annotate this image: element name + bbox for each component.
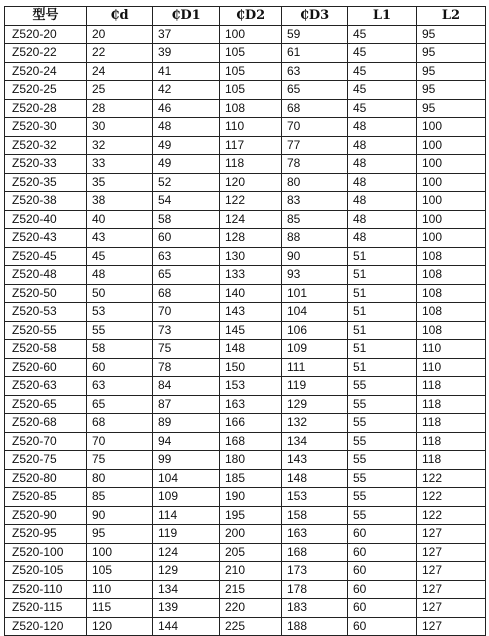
cell-model: Z520-24 bbox=[5, 62, 87, 81]
cell-model: Z520-28 bbox=[5, 99, 87, 118]
cell-d2: 118 bbox=[220, 155, 282, 174]
cell-l2: 100 bbox=[417, 136, 486, 155]
cell-d3: 173 bbox=[282, 562, 348, 581]
cell-d1: 73 bbox=[153, 321, 220, 340]
cell-model: Z520-40 bbox=[5, 210, 87, 229]
cell-l2: 95 bbox=[417, 81, 486, 100]
cell-d: 45 bbox=[87, 247, 153, 266]
cell-d3: 106 bbox=[282, 321, 348, 340]
cell-model: Z520-45 bbox=[5, 247, 87, 266]
cell-l1: 45 bbox=[348, 25, 417, 44]
table-row bbox=[5, 469, 486, 488]
table-row bbox=[5, 525, 486, 544]
cell-l1: 60 bbox=[348, 599, 417, 618]
cell-l2: 100 bbox=[417, 155, 486, 174]
cell-d: 65 bbox=[87, 395, 153, 414]
cell-l2: 122 bbox=[417, 469, 486, 488]
cell-l2: 95 bbox=[417, 99, 486, 118]
cell-d1: 104 bbox=[153, 469, 220, 488]
cell-model: Z520-70 bbox=[5, 432, 87, 451]
cell-l1: 48 bbox=[348, 173, 417, 192]
header-d1: ₵D1 bbox=[153, 7, 220, 26]
cell-d2: 130 bbox=[220, 247, 282, 266]
cell-l2: 118 bbox=[417, 414, 486, 433]
cell-d2: 200 bbox=[220, 525, 282, 544]
cell-l1: 51 bbox=[348, 358, 417, 377]
header-d: ₵d bbox=[87, 7, 153, 26]
cell-d1: 48 bbox=[153, 118, 220, 137]
table-row bbox=[5, 210, 486, 229]
cell-l1: 55 bbox=[348, 488, 417, 507]
cell-d3: 143 bbox=[282, 451, 348, 470]
cell-d3: 101 bbox=[282, 284, 348, 303]
cell-d: 25 bbox=[87, 81, 153, 100]
table-row bbox=[5, 44, 486, 63]
cell-d3: 119 bbox=[282, 377, 348, 396]
cell-d2: 180 bbox=[220, 451, 282, 470]
cell-l1: 48 bbox=[348, 155, 417, 174]
cell-d: 68 bbox=[87, 414, 153, 433]
cell-l1: 51 bbox=[348, 266, 417, 285]
cell-l2: 122 bbox=[417, 506, 486, 525]
cell-d2: 117 bbox=[220, 136, 282, 155]
cell-d1: 42 bbox=[153, 81, 220, 100]
cell-d2: 122 bbox=[220, 192, 282, 211]
cell-d3: 68 bbox=[282, 99, 348, 118]
cell-d2: 140 bbox=[220, 284, 282, 303]
cell-d: 30 bbox=[87, 118, 153, 137]
table-header bbox=[5, 7, 486, 26]
cell-d2: 185 bbox=[220, 469, 282, 488]
cell-model: Z520-85 bbox=[5, 488, 87, 507]
cell-d: 53 bbox=[87, 303, 153, 322]
cell-l1: 55 bbox=[348, 414, 417, 433]
cell-model: Z520-80 bbox=[5, 469, 87, 488]
table-row bbox=[5, 136, 486, 155]
cell-l2: 127 bbox=[417, 525, 486, 544]
table-row bbox=[5, 192, 486, 211]
header-d3: ₵D3 bbox=[282, 7, 348, 26]
cell-model: Z520-115 bbox=[5, 599, 87, 618]
table-row bbox=[5, 173, 486, 192]
cell-d2: 124 bbox=[220, 210, 282, 229]
cell-d: 38 bbox=[87, 192, 153, 211]
cell-d3: 90 bbox=[282, 247, 348, 266]
table-row bbox=[5, 321, 486, 340]
cell-d1: 139 bbox=[153, 599, 220, 618]
cell-l1: 45 bbox=[348, 62, 417, 81]
cell-d1: 119 bbox=[153, 525, 220, 544]
table-row bbox=[5, 118, 486, 137]
cell-d: 58 bbox=[87, 340, 153, 359]
cell-model: Z520-105 bbox=[5, 562, 87, 581]
table-row bbox=[5, 395, 486, 414]
cell-d1: 68 bbox=[153, 284, 220, 303]
header-d2: ₵D2 bbox=[220, 7, 282, 26]
cell-l1: 60 bbox=[348, 543, 417, 562]
cell-l2: 100 bbox=[417, 229, 486, 248]
cell-model: Z520-58 bbox=[5, 340, 87, 359]
cell-model: Z520-68 bbox=[5, 414, 87, 433]
cell-d3: 83 bbox=[282, 192, 348, 211]
table-row bbox=[5, 229, 486, 248]
cell-l1: 60 bbox=[348, 617, 417, 636]
cell-l2: 108 bbox=[417, 321, 486, 340]
cell-l1: 55 bbox=[348, 432, 417, 451]
cell-l2: 118 bbox=[417, 395, 486, 414]
table-row bbox=[5, 303, 486, 322]
cell-d: 28 bbox=[87, 99, 153, 118]
table-row bbox=[5, 580, 486, 599]
cell-l2: 122 bbox=[417, 488, 486, 507]
cell-model: Z520-95 bbox=[5, 525, 87, 544]
cell-d3: 111 bbox=[282, 358, 348, 377]
table-row bbox=[5, 62, 486, 81]
cell-d2: 153 bbox=[220, 377, 282, 396]
cell-d: 75 bbox=[87, 451, 153, 470]
cell-d: 100 bbox=[87, 543, 153, 562]
cell-l1: 45 bbox=[348, 44, 417, 63]
cell-d2: 133 bbox=[220, 266, 282, 285]
cell-l1: 51 bbox=[348, 303, 417, 322]
table-body bbox=[5, 25, 486, 636]
cell-d2: 195 bbox=[220, 506, 282, 525]
cell-l1: 60 bbox=[348, 525, 417, 544]
cell-d2: 220 bbox=[220, 599, 282, 618]
cell-d2: 225 bbox=[220, 617, 282, 636]
cell-model: Z520-55 bbox=[5, 321, 87, 340]
cell-d1: 46 bbox=[153, 99, 220, 118]
cell-d2: 110 bbox=[220, 118, 282, 137]
cell-d2: 108 bbox=[220, 99, 282, 118]
cell-l2: 127 bbox=[417, 617, 486, 636]
cell-l2: 100 bbox=[417, 210, 486, 229]
cell-d3: 109 bbox=[282, 340, 348, 359]
cell-d1: 94 bbox=[153, 432, 220, 451]
cell-d2: 148 bbox=[220, 340, 282, 359]
cell-l1: 48 bbox=[348, 229, 417, 248]
cell-d2: 163 bbox=[220, 395, 282, 414]
cell-d2: 210 bbox=[220, 562, 282, 581]
cell-d: 43 bbox=[87, 229, 153, 248]
cell-l2: 108 bbox=[417, 266, 486, 285]
cell-d3: 163 bbox=[282, 525, 348, 544]
cell-l1: 48 bbox=[348, 192, 417, 211]
cell-d3: 153 bbox=[282, 488, 348, 507]
cell-l1: 55 bbox=[348, 377, 417, 396]
cell-d3: 168 bbox=[282, 543, 348, 562]
cell-l2: 95 bbox=[417, 44, 486, 63]
cell-d: 85 bbox=[87, 488, 153, 507]
cell-l1: 51 bbox=[348, 340, 417, 359]
cell-l1: 55 bbox=[348, 451, 417, 470]
cell-l2: 108 bbox=[417, 303, 486, 322]
cell-model: Z520-120 bbox=[5, 617, 87, 636]
cell-l1: 45 bbox=[348, 81, 417, 100]
cell-d3: 158 bbox=[282, 506, 348, 525]
cell-d1: 75 bbox=[153, 340, 220, 359]
cell-d1: 87 bbox=[153, 395, 220, 414]
cell-l2: 118 bbox=[417, 432, 486, 451]
cell-l1: 51 bbox=[348, 321, 417, 340]
cell-d1: 114 bbox=[153, 506, 220, 525]
cell-l1: 51 bbox=[348, 247, 417, 266]
cell-l1: 51 bbox=[348, 284, 417, 303]
cell-model: Z520-48 bbox=[5, 266, 87, 285]
cell-d2: 168 bbox=[220, 432, 282, 451]
cell-model: Z520-50 bbox=[5, 284, 87, 303]
cell-d1: 84 bbox=[153, 377, 220, 396]
cell-d3: 78 bbox=[282, 155, 348, 174]
cell-l2: 108 bbox=[417, 284, 486, 303]
cell-d: 70 bbox=[87, 432, 153, 451]
cell-d3: 63 bbox=[282, 62, 348, 81]
cell-d: 20 bbox=[87, 25, 153, 44]
cell-d: 120 bbox=[87, 617, 153, 636]
cell-d: 48 bbox=[87, 266, 153, 285]
cell-l2: 118 bbox=[417, 451, 486, 470]
table-row bbox=[5, 266, 486, 285]
cell-l1: 55 bbox=[348, 506, 417, 525]
cell-l2: 127 bbox=[417, 580, 486, 599]
cell-d3: 178 bbox=[282, 580, 348, 599]
table-row bbox=[5, 543, 486, 562]
spec-table bbox=[4, 6, 486, 636]
cell-d1: 52 bbox=[153, 173, 220, 192]
cell-d1: 58 bbox=[153, 210, 220, 229]
cell-d2: 105 bbox=[220, 62, 282, 81]
cell-model: Z520-33 bbox=[5, 155, 87, 174]
cell-model: Z520-60 bbox=[5, 358, 87, 377]
cell-d1: 60 bbox=[153, 229, 220, 248]
cell-d: 90 bbox=[87, 506, 153, 525]
cell-d2: 150 bbox=[220, 358, 282, 377]
cell-l2: 100 bbox=[417, 192, 486, 211]
cell-d1: 63 bbox=[153, 247, 220, 266]
cell-d1: 41 bbox=[153, 62, 220, 81]
cell-l2: 127 bbox=[417, 599, 486, 618]
table-row bbox=[5, 451, 486, 470]
cell-d3: 59 bbox=[282, 25, 348, 44]
cell-d1: 65 bbox=[153, 266, 220, 285]
cell-d3: 65 bbox=[282, 81, 348, 100]
table-row bbox=[5, 247, 486, 266]
cell-l2: 108 bbox=[417, 247, 486, 266]
table-row bbox=[5, 414, 486, 433]
cell-d2: 205 bbox=[220, 543, 282, 562]
cell-d2: 145 bbox=[220, 321, 282, 340]
cell-d2: 120 bbox=[220, 173, 282, 192]
cell-d3: 129 bbox=[282, 395, 348, 414]
cell-d1: 49 bbox=[153, 136, 220, 155]
cell-model: Z520-65 bbox=[5, 395, 87, 414]
cell-d: 95 bbox=[87, 525, 153, 544]
cell-d: 63 bbox=[87, 377, 153, 396]
cell-d2: 166 bbox=[220, 414, 282, 433]
cell-d: 80 bbox=[87, 469, 153, 488]
cell-d3: 61 bbox=[282, 44, 348, 63]
cell-model: Z520-22 bbox=[5, 44, 87, 63]
cell-d: 40 bbox=[87, 210, 153, 229]
cell-d3: 104 bbox=[282, 303, 348, 322]
cell-model: Z520-25 bbox=[5, 81, 87, 100]
cell-d1: 109 bbox=[153, 488, 220, 507]
cell-model: Z520-35 bbox=[5, 173, 87, 192]
cell-l1: 48 bbox=[348, 136, 417, 155]
cell-d: 60 bbox=[87, 358, 153, 377]
cell-d: 22 bbox=[87, 44, 153, 63]
cell-l1: 55 bbox=[348, 469, 417, 488]
table-row bbox=[5, 506, 486, 525]
cell-d3: 70 bbox=[282, 118, 348, 137]
cell-d2: 105 bbox=[220, 44, 282, 63]
cell-d: 110 bbox=[87, 580, 153, 599]
cell-l1: 60 bbox=[348, 562, 417, 581]
table-row bbox=[5, 99, 486, 118]
table-row bbox=[5, 284, 486, 303]
cell-model: Z520-63 bbox=[5, 377, 87, 396]
table-row bbox=[5, 488, 486, 507]
cell-d1: 144 bbox=[153, 617, 220, 636]
table-row bbox=[5, 562, 486, 581]
cell-l1: 60 bbox=[348, 580, 417, 599]
cell-model: Z520-38 bbox=[5, 192, 87, 211]
table-row bbox=[5, 377, 486, 396]
cell-d1: 89 bbox=[153, 414, 220, 433]
cell-model: Z520-110 bbox=[5, 580, 87, 599]
cell-l2: 110 bbox=[417, 340, 486, 359]
header-l1: L1 bbox=[348, 7, 417, 26]
cell-l2: 110 bbox=[417, 358, 486, 377]
table-row bbox=[5, 340, 486, 359]
cell-d3: 134 bbox=[282, 432, 348, 451]
table-row bbox=[5, 155, 486, 174]
cell-d3: 148 bbox=[282, 469, 348, 488]
cell-l2: 100 bbox=[417, 118, 486, 137]
cell-d1: 99 bbox=[153, 451, 220, 470]
cell-d3: 188 bbox=[282, 617, 348, 636]
cell-d1: 49 bbox=[153, 155, 220, 174]
cell-d1: 134 bbox=[153, 580, 220, 599]
cell-d2: 143 bbox=[220, 303, 282, 322]
table-row bbox=[5, 81, 486, 100]
cell-d: 115 bbox=[87, 599, 153, 618]
cell-l1: 48 bbox=[348, 118, 417, 137]
cell-model: Z520-20 bbox=[5, 25, 87, 44]
cell-d2: 190 bbox=[220, 488, 282, 507]
header-row bbox=[5, 7, 486, 26]
table-row bbox=[5, 617, 486, 636]
cell-d1: 70 bbox=[153, 303, 220, 322]
cell-d3: 85 bbox=[282, 210, 348, 229]
cell-model: Z520-43 bbox=[5, 229, 87, 248]
table-row bbox=[5, 25, 486, 44]
cell-l2: 100 bbox=[417, 173, 486, 192]
cell-d3: 183 bbox=[282, 599, 348, 618]
cell-d: 24 bbox=[87, 62, 153, 81]
cell-d1: 78 bbox=[153, 358, 220, 377]
cell-d1: 39 bbox=[153, 44, 220, 63]
cell-d3: 88 bbox=[282, 229, 348, 248]
header-l2: L2 bbox=[417, 7, 486, 26]
cell-model: Z520-53 bbox=[5, 303, 87, 322]
cell-d: 35 bbox=[87, 173, 153, 192]
cell-model: Z520-32 bbox=[5, 136, 87, 155]
cell-d1: 37 bbox=[153, 25, 220, 44]
cell-model: Z520-30 bbox=[5, 118, 87, 137]
cell-d1: 124 bbox=[153, 543, 220, 562]
table-row bbox=[5, 358, 486, 377]
cell-l2: 127 bbox=[417, 543, 486, 562]
cell-l1: 45 bbox=[348, 99, 417, 118]
cell-d1: 129 bbox=[153, 562, 220, 581]
cell-d: 105 bbox=[87, 562, 153, 581]
cell-d2: 128 bbox=[220, 229, 282, 248]
cell-d2: 100 bbox=[220, 25, 282, 44]
cell-model: Z520-100 bbox=[5, 543, 87, 562]
cell-l2: 118 bbox=[417, 377, 486, 396]
cell-d: 55 bbox=[87, 321, 153, 340]
cell-model: Z520-90 bbox=[5, 506, 87, 525]
cell-l2: 127 bbox=[417, 562, 486, 581]
cell-d3: 93 bbox=[282, 266, 348, 285]
cell-model: Z520-75 bbox=[5, 451, 87, 470]
cell-l1: 55 bbox=[348, 395, 417, 414]
cell-d3: 80 bbox=[282, 173, 348, 192]
table-row bbox=[5, 599, 486, 618]
cell-d: 33 bbox=[87, 155, 153, 174]
cell-l2: 95 bbox=[417, 25, 486, 44]
cell-d2: 105 bbox=[220, 81, 282, 100]
cell-d3: 132 bbox=[282, 414, 348, 433]
cell-d2: 215 bbox=[220, 580, 282, 599]
cell-d3: 77 bbox=[282, 136, 348, 155]
cell-d1: 54 bbox=[153, 192, 220, 211]
header-model: 型号 bbox=[5, 7, 87, 26]
cell-l2: 95 bbox=[417, 62, 486, 81]
cell-l1: 48 bbox=[348, 210, 417, 229]
cell-d: 32 bbox=[87, 136, 153, 155]
table-row bbox=[5, 432, 486, 451]
cell-d: 50 bbox=[87, 284, 153, 303]
